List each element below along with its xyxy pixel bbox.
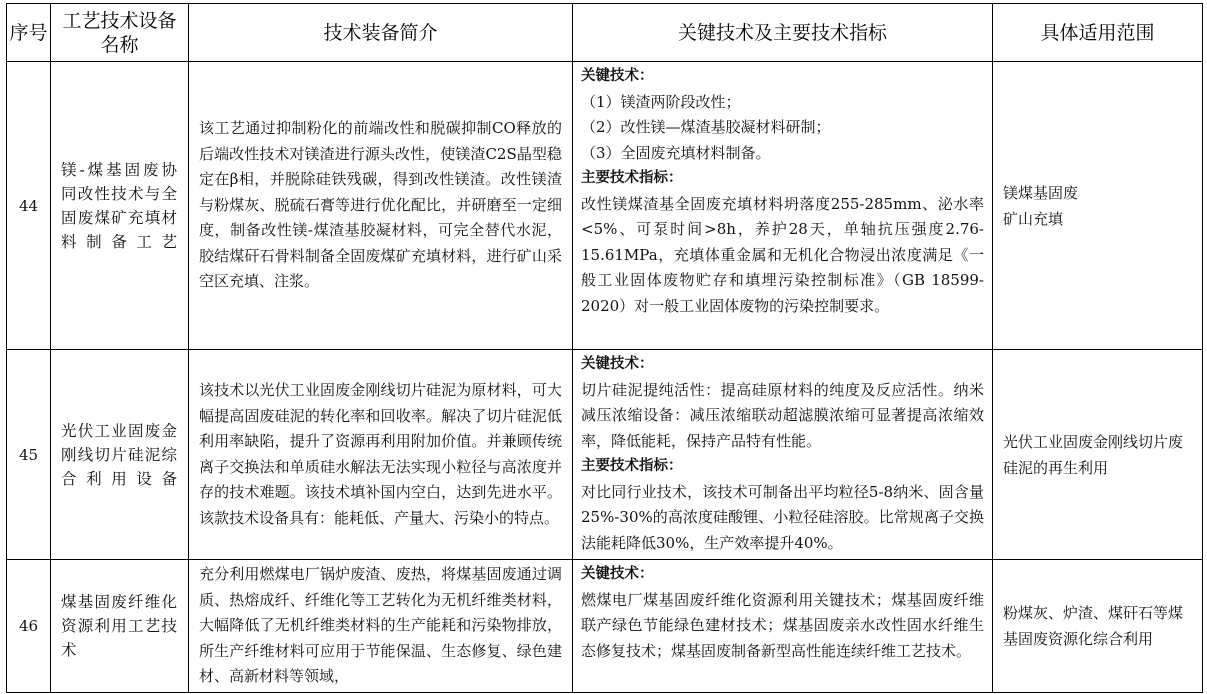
key-tech-label: 关键技术： — [581, 566, 654, 582]
key-technology-cell — [573, 350, 993, 560]
header-key: 关键技术及主要技术指标 — [573, 4, 993, 62]
header-num: 序号 — [7, 4, 51, 62]
row-number: 44 — [7, 62, 51, 350]
equipment-description: 该工艺通过抑制粉化的前端改性和脱碳抑制CO释放的后端改性技术对镁渣进行源头改性，使镁渣C2S晶型稳定在β相，并脱除硅铁残碳，得到改性镁渣。改性镁渣与粉煤灰、脱硫石膏等进行优化配比，并研磨至一定细度，制备改性镁-煤渣基胶凝材料，可完全替代水泥，胶结煤矸石骨料制备全固废煤矿充填材料，进行矿山采空区充填、注浆。 — [189, 62, 573, 350]
scope-line: 镁煤基固废 — [1003, 183, 1079, 202]
application-scope — [993, 62, 1203, 350]
application-scope: 粉煤灰、炉渣、煤矸石等煤基固废资源化综合利用 — [993, 560, 1203, 693]
equipment-name: 镁-煤基固废协同改性技术与全固废煤矿充填材料制备工艺 — [51, 62, 189, 350]
key-indicators-label: 主要技术指标： — [581, 170, 683, 186]
key-tech-item: 燃煤电厂煤基固废纤维化资源利用关键技术；煤基固废纤维联产绿色节能绿色建材技术；煤基固废亲水改性固水纤维生态修复技术；煤基固废制备新型高性能连续纤维工艺技术。 — [581, 590, 984, 660]
table-row — [7, 62, 1203, 350]
table-row — [7, 560, 1203, 693]
key-indicators-text: 改性镁煤渣基全固废充填材料坍落度255-285mm、泌水率<5%、可泵时间>8h，养护28天，单轴抗压强度2.76-15.61MPa，充填体重金属和无机化合物浸出浓度满足《一般工业固体废物贮存和填埋污染控制标准》（GB 18599-2020）对一般工业固体废物的污染控制要求。 — [581, 194, 984, 315]
header-name: 工艺技术设备名称 — [51, 4, 189, 62]
description-clip: 充分利用燃煤电厂锅炉废渣、废热，将煤基固废通过调质、热熔成纤、纤维化等工艺转化为无机纤维类材料，大幅降低了无机纤维类材料的生产能耗和污染物排放，所生产纤维材料可应用于节能保温、生态修复、绿色建材、高新材料等领域， — [199, 565, 562, 685]
table-row — [7, 350, 1203, 560]
key-tech-item: （1）镁渣两阶段改性； — [581, 92, 741, 111]
application-scope: 光伏工业固废金刚线切片废硅泥的再生利用 — [993, 350, 1203, 560]
key-tech-item: （3）全固废充填材料制备。 — [581, 143, 771, 162]
key-indicators-text: 对比同行业技术，该技术可制备出平均粒径5-8纳米、固含量25%-30%的高浓度硅酸锂、小粒径硅溶胶。比常规离子交换法能耗降低30%，生产效率提升40%。 — [581, 482, 984, 552]
equipment-name: 煤基固废纤维化资源利用工艺技术 — [51, 560, 189, 693]
key-tech-label: 关键技术： — [581, 68, 654, 84]
header-scope: 具体适用范围 — [993, 4, 1203, 62]
scope-line: 矿山充填 — [1003, 209, 1064, 228]
key-tech-item: （2）改性镁—煤渣基胶凝材料研制； — [581, 118, 831, 136]
row-number: 46 — [7, 560, 51, 693]
equipment-description: 该技术以光伏工业固废金刚线切片硅泥为原材料，可大幅提高固废硅泥的转化率和回收率。解决了切片硅泥低利用率缺陷，提升了资源再利用附加价值。并兼顾传统离子交换法和单质硅水解法无法实现小粒径与高浓度并存的技术难题。该技术填补国内空白，达到先进水平。该款技术设备具有：能耗低、产量大、污染小的特点。 — [189, 350, 573, 560]
equipment-name: 光伏工业固废金刚线切片硅泥综合利用设备 — [51, 350, 189, 560]
row-number: 45 — [7, 350, 51, 560]
equipment-description — [189, 560, 573, 693]
key-tech-item: 切片硅泥提纯活性：提高硅原材料的纯度及反应活性。纳米减压浓缩设备：减压浓缩联动超滤膜浓缩可显著提高浓缩效率，降低能耗，保持产品特有性能。 — [581, 380, 984, 450]
tech-equipment-table — [6, 3, 1203, 693]
key-technology-cell — [573, 560, 993, 693]
key-tech-label: 关键技术： — [581, 356, 654, 372]
key-technology-cell — [573, 62, 993, 350]
key-indicators-label: 主要技术指标： — [581, 458, 683, 474]
table-header-row — [7, 4, 1203, 62]
key-tech-clip — [581, 562, 984, 664]
header-desc: 技术装备简介 — [189, 4, 573, 62]
